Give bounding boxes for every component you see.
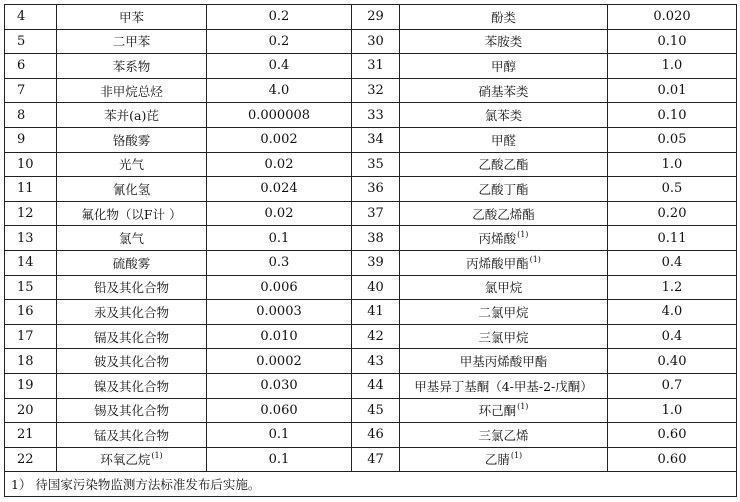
concentration-limit-text: 0.4 <box>661 329 683 345</box>
concentration-limit-text: 0.40 <box>657 353 687 369</box>
serial-number-text: 42 <box>367 329 384 345</box>
concentration-limit-text: 0.10 <box>657 33 687 49</box>
serial-number-text: 31 <box>367 58 384 74</box>
footnote-row <box>5 472 737 497</box>
concentration-limit <box>207 324 352 349</box>
footnote-marker: (1) <box>517 230 529 240</box>
pollutant-name <box>400 78 608 103</box>
pollutant-name <box>400 201 608 226</box>
serial-number-text: 19 <box>17 378 34 394</box>
serial-number-text: 4 <box>17 9 26 25</box>
pollutant-name-text: 乙酸乙酯 <box>478 157 529 173</box>
concentration-limit-text: 0.006 <box>260 279 298 295</box>
pollutant-name-text: 汞及其化合物 <box>93 304 169 320</box>
concentration-limit <box>608 127 737 152</box>
serial-number-text: 7 <box>17 83 26 99</box>
pollutant-name <box>400 127 608 152</box>
concentration-limit <box>207 201 352 226</box>
concentration-limit <box>608 250 737 275</box>
serial-number <box>5 398 57 423</box>
serial-number-text: 12 <box>17 206 34 222</box>
concentration-limit-text: 4.0 <box>661 304 683 320</box>
serial-number <box>5 78 57 103</box>
serial-number <box>5 127 57 152</box>
table-body <box>5 5 737 472</box>
concentration-limit-text: 0.000008 <box>247 107 311 123</box>
pollutant-name-text: 乙酸乙烯酯 <box>472 206 535 222</box>
concentration-limit-text: 0.024 <box>260 181 298 197</box>
serial-number-text: 34 <box>367 132 384 148</box>
serial-number-text: 15 <box>17 279 34 295</box>
serial-number <box>352 103 400 128</box>
table-row <box>5 349 737 374</box>
serial-number-text: 16 <box>17 304 34 320</box>
serial-number <box>5 5 57 30</box>
pollutant-name <box>400 447 608 472</box>
serial-number-text: 8 <box>17 107 26 123</box>
concentration-limit-text: 0.030 <box>260 378 298 394</box>
serial-number-text: 21 <box>17 427 34 443</box>
serial-number <box>5 275 57 300</box>
pollutant-name <box>400 29 608 54</box>
pollutant-name-text: 苯系物 <box>112 58 151 74</box>
serial-number-text: 11 <box>17 181 34 197</box>
concentration-limit <box>608 275 737 300</box>
serial-number-text: 33 <box>367 107 384 123</box>
serial-number <box>352 349 400 374</box>
concentration-limit <box>608 373 737 398</box>
concentration-limit <box>207 300 352 325</box>
serial-number-text: 44 <box>367 378 384 394</box>
pollutant-name <box>400 250 608 275</box>
serial-number <box>352 250 400 275</box>
serial-number <box>352 78 400 103</box>
serial-number <box>5 226 57 251</box>
pollutant-name-text: 氯气 <box>118 231 144 247</box>
concentration-limit-text: 0.3 <box>268 255 290 271</box>
serial-number <box>352 226 400 251</box>
pollutant-name-text: 氟化物（以F计 ） <box>81 206 182 222</box>
pollutant-name <box>57 250 207 275</box>
concentration-limit <box>608 177 737 202</box>
serial-number-text: 47 <box>367 451 384 467</box>
serial-number <box>5 250 57 275</box>
serial-number-text: 41 <box>367 304 384 320</box>
serial-number <box>5 177 57 202</box>
serial-number <box>5 103 57 128</box>
concentration-limit-text: 0.002 <box>260 132 298 148</box>
pollutant-name-text: 丙烯酸 <box>478 231 517 247</box>
pollutant-name <box>57 226 207 251</box>
serial-number-text: 35 <box>367 156 384 172</box>
serial-number <box>352 300 400 325</box>
pollutant-name-text: 丙烯酸甲酯 <box>466 255 529 271</box>
serial-number-text: 17 <box>17 329 34 345</box>
pollutant-name <box>57 29 207 54</box>
pollutant-name <box>57 300 207 325</box>
pollutant-name-text: 二甲苯 <box>112 34 151 50</box>
pollutant-name-text: 环氧乙烷 <box>100 452 151 468</box>
pollutant-name-text: 氯甲烷 <box>484 280 523 296</box>
concentration-limit <box>608 29 737 54</box>
pollutant-name-text: 镉及其化合物 <box>93 329 169 345</box>
pollutant-name-text: 环己酮 <box>478 403 517 419</box>
concentration-limit <box>207 250 352 275</box>
pollutant-name <box>57 201 207 226</box>
concentration-limit-text: 0.60 <box>657 451 687 467</box>
pollutant-limit-table <box>4 4 737 497</box>
pollutant-name <box>57 275 207 300</box>
table-row <box>5 324 737 349</box>
table-row <box>5 447 737 472</box>
table-row <box>5 5 737 30</box>
pollutant-name <box>57 127 207 152</box>
pollutant-name <box>400 373 608 398</box>
concentration-limit <box>207 152 352 177</box>
serial-number <box>352 275 400 300</box>
table-row <box>5 127 737 152</box>
concentration-limit-text: 0.5 <box>661 181 683 197</box>
footnote-marker: (1) <box>517 402 529 412</box>
serial-number <box>352 29 400 54</box>
concentration-limit-text: 1.0 <box>661 156 683 172</box>
pollutant-name <box>400 349 608 374</box>
table-row <box>5 398 737 423</box>
concentration-limit <box>608 5 737 30</box>
serial-number <box>352 177 400 202</box>
concentration-limit-text: 0.2 <box>268 9 290 25</box>
pollutant-name-text: 三氯乙烯 <box>478 427 529 443</box>
concentration-limit <box>207 275 352 300</box>
concentration-limit-text: 4.0 <box>268 83 290 99</box>
serial-number <box>352 398 400 423</box>
serial-number-text: 36 <box>367 181 384 197</box>
concentration-limit <box>207 29 352 54</box>
serial-number-text: 40 <box>367 279 384 295</box>
pollutant-name <box>57 349 207 374</box>
pollutant-name-text: 苯并(a)芘 <box>104 108 159 124</box>
concentration-limit-text: 0.4 <box>268 58 290 74</box>
concentration-limit <box>608 300 737 325</box>
serial-number-text: 38 <box>367 230 384 246</box>
serial-number <box>352 5 400 30</box>
table-row <box>5 300 737 325</box>
serial-number <box>352 373 400 398</box>
table-row <box>5 373 737 398</box>
serial-number <box>352 54 400 79</box>
concentration-limit <box>207 127 352 152</box>
concentration-limit <box>207 226 352 251</box>
table-row <box>5 54 737 79</box>
pollutant-name-text: 锡及其化合物 <box>93 403 169 419</box>
concentration-limit <box>608 201 737 226</box>
concentration-limit <box>608 398 737 423</box>
concentration-limit-text: 0.1 <box>268 427 290 443</box>
pollutant-name-text: 乙酸丁酯 <box>478 181 529 197</box>
pollutant-name <box>57 398 207 423</box>
concentration-limit-text: 0.1 <box>268 230 290 246</box>
concentration-limit-text: 0.0003 <box>256 304 302 320</box>
pollutant-name <box>57 78 207 103</box>
pollutant-name <box>57 54 207 79</box>
serial-number-text: 18 <box>17 353 34 369</box>
table-row <box>5 78 737 103</box>
pollutant-name <box>57 5 207 30</box>
table-row <box>5 29 737 54</box>
concentration-limit-text: 0.20 <box>657 206 687 222</box>
serial-number <box>352 152 400 177</box>
pollutant-name-text: 氰化氢 <box>112 181 151 197</box>
concentration-limit <box>207 423 352 448</box>
concentration-limit <box>207 177 352 202</box>
serial-number-text: 46 <box>367 427 384 443</box>
pollutant-name-text: 硫酸雾 <box>112 255 151 271</box>
pollutant-name <box>57 423 207 448</box>
serial-number-text: 6 <box>17 58 26 74</box>
serial-number <box>5 300 57 325</box>
serial-number <box>5 324 57 349</box>
table-row <box>5 201 737 226</box>
pollutant-name-text: 铅及其化合物 <box>93 280 169 296</box>
concentration-limit-text: 0.1 <box>268 451 290 467</box>
serial-number-text: 29 <box>367 9 384 25</box>
concentration-limit-text: 0.11 <box>657 230 687 246</box>
serial-number-text: 30 <box>367 33 384 49</box>
serial-number <box>352 201 400 226</box>
concentration-limit-text: 0.010 <box>260 329 298 345</box>
pollutant-name <box>57 152 207 177</box>
table-row <box>5 103 737 128</box>
concentration-limit-text: 0.060 <box>260 402 298 418</box>
concentration-limit <box>608 226 737 251</box>
concentration-limit <box>207 447 352 472</box>
serial-number <box>5 152 57 177</box>
pollutant-name <box>57 324 207 349</box>
serial-number-text: 14 <box>17 255 34 271</box>
concentration-limit-text: 0.02 <box>264 206 294 222</box>
pollutant-name-text: 甲苯 <box>118 9 144 25</box>
pollutant-name-text: 乙腈 <box>484 452 510 468</box>
serial-number-text: 37 <box>367 206 384 222</box>
concentration-limit <box>608 152 737 177</box>
concentration-limit-text: 1.2 <box>661 279 683 295</box>
concentration-limit-text: 0.10 <box>657 107 687 123</box>
serial-number-text: 39 <box>367 255 384 271</box>
table-row <box>5 177 737 202</box>
pollutant-name <box>57 447 207 472</box>
serial-number <box>352 127 400 152</box>
pollutant-name-text: 甲醇 <box>490 58 516 74</box>
concentration-limit <box>207 54 352 79</box>
pollutant-name-text: 铬酸雾 <box>112 132 151 148</box>
table-row <box>5 152 737 177</box>
serial-number-text: 32 <box>367 83 384 99</box>
pollutant-name-text: 酚类 <box>490 9 516 25</box>
table-row <box>5 250 737 275</box>
concentration-limit <box>207 103 352 128</box>
serial-number <box>5 423 57 448</box>
pollutant-name <box>400 54 608 79</box>
pollutant-name-text: 甲基异丁基酮（4-甲基-2-戊酮） <box>414 378 593 394</box>
pollutant-name-text: 三氯甲烷 <box>478 329 529 345</box>
serial-number-text: 13 <box>17 230 34 246</box>
concentration-limit <box>608 103 737 128</box>
concentration-limit <box>608 78 737 103</box>
serial-number-text: 45 <box>367 402 384 418</box>
serial-number <box>352 423 400 448</box>
pollutant-name <box>400 300 608 325</box>
concentration-limit <box>207 398 352 423</box>
serial-number-text: 20 <box>17 402 34 418</box>
pollutant-name-text: 氯苯类 <box>484 108 523 124</box>
serial-number <box>5 29 57 54</box>
pollutant-name-text: 锰及其化合物 <box>93 427 169 443</box>
pollutant-name <box>400 324 608 349</box>
table-row <box>5 275 737 300</box>
serial-number-text: 22 <box>17 451 34 467</box>
serial-number <box>352 324 400 349</box>
pollutant-name <box>400 423 608 448</box>
serial-number <box>352 447 400 472</box>
pollutant-name-text: 非甲烷总烃 <box>100 83 163 99</box>
table-row <box>5 226 737 251</box>
pollutant-name <box>400 5 608 30</box>
footnote: 1） 待国家污染物监测方法标准发布后实施。 <box>5 472 737 497</box>
serial-number-text: 10 <box>17 156 34 172</box>
pollutant-name-text: 铍及其化合物 <box>93 354 169 370</box>
serial-number-text: 9 <box>17 132 26 148</box>
serial-number-text: 43 <box>367 353 384 369</box>
concentration-limit-text: 0.020 <box>653 9 691 25</box>
concentration-limit-text: 0.4 <box>661 255 683 271</box>
serial-number <box>5 54 57 79</box>
pollutant-name <box>57 177 207 202</box>
pollutant-name <box>57 103 207 128</box>
pollutant-name-text: 光气 <box>118 157 144 173</box>
pollutant-name-text: 镍及其化合物 <box>93 378 169 394</box>
concentration-limit <box>608 423 737 448</box>
concentration-limit-text: 0.02 <box>264 156 294 172</box>
pollutant-name <box>400 275 608 300</box>
serial-number <box>5 349 57 374</box>
footnote-marker: (1) <box>510 451 523 461</box>
pollutant-name <box>57 373 207 398</box>
concentration-limit <box>608 349 737 374</box>
pollutant-name-text: 甲基丙烯酸甲酯 <box>459 354 548 370</box>
pollutant-name <box>400 152 608 177</box>
pollutant-name <box>400 177 608 202</box>
concentration-limit <box>608 54 737 79</box>
concentration-limit-text: 1.0 <box>661 402 683 418</box>
concentration-limit-text: 0.01 <box>657 83 687 99</box>
pollutant-name-text: 硝基苯类 <box>478 83 529 99</box>
pollutant-name-text: 二氯甲烷 <box>478 304 529 320</box>
concentration-limit <box>207 5 352 30</box>
serial-number-text: 5 <box>17 33 26 49</box>
concentration-limit-text: 0.2 <box>268 33 290 49</box>
concentration-limit <box>207 78 352 103</box>
footnote-marker: (1) <box>151 451 163 461</box>
concentration-limit <box>207 373 352 398</box>
serial-number <box>5 373 57 398</box>
concentration-limit-text: 0.7 <box>661 378 683 394</box>
pollutant-name <box>400 103 608 128</box>
pollutant-name <box>400 226 608 251</box>
serial-number <box>5 201 57 226</box>
footnote-marker: (1) <box>529 254 541 264</box>
concentration-limit <box>207 349 352 374</box>
concentration-limit <box>608 447 737 472</box>
pollutant-name-text: 苯胺类 <box>484 34 523 50</box>
pollutant-name <box>400 398 608 423</box>
concentration-limit-text: 0.0002 <box>256 353 302 369</box>
table-row <box>5 423 737 448</box>
concentration-limit <box>608 324 737 349</box>
serial-number <box>5 447 57 472</box>
concentration-limit-text: 0.05 <box>657 132 687 148</box>
concentration-limit-text: 1.0 <box>661 58 683 74</box>
concentration-limit-text: 0.60 <box>657 427 687 443</box>
pollutant-name-text: 甲醛 <box>490 132 516 148</box>
